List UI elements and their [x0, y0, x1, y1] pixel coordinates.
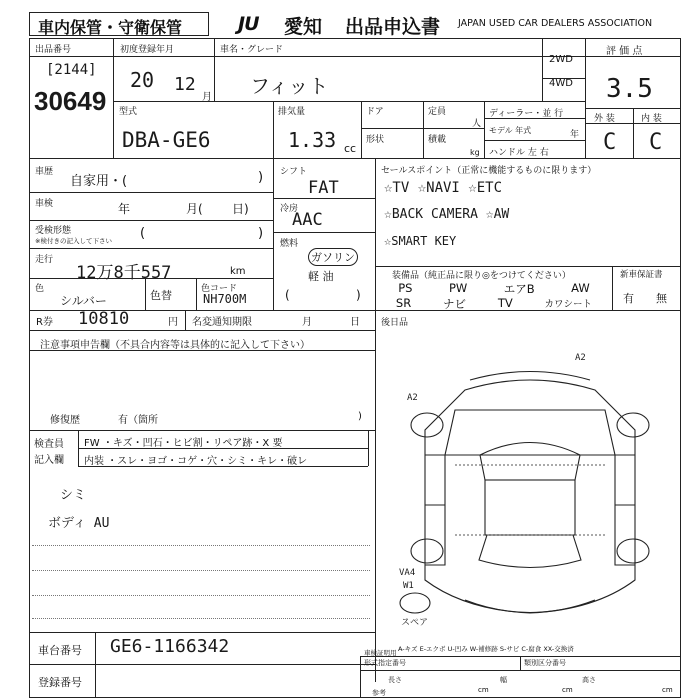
inspector-interior-row: 内装 ・スレ・ヨゴ・コゲ・穴・シミ・キレ・破レ: [84, 456, 308, 467]
rule: [29, 158, 681, 159]
color-change-label: 色替: [150, 289, 172, 302]
cert-label: 車検証明用: [364, 649, 397, 657]
shaken-label: 車検: [35, 199, 54, 209]
fuel-diesel: 軽 油: [308, 270, 334, 283]
drive-2wd: 2WD: [549, 54, 573, 65]
rule: [585, 38, 586, 158]
rule: [29, 220, 273, 221]
reg-year: 20: [130, 68, 155, 92]
shift-value: FAT: [308, 178, 339, 198]
r-ticket-unit: 円: [168, 317, 178, 328]
ruled-line: [32, 595, 370, 596]
history-value: 自家用・(: [70, 174, 128, 189]
inspector-label-1: 検査員: [34, 439, 64, 450]
rule: [375, 266, 681, 267]
mileage-value: 12万8千557: [76, 263, 172, 283]
rule: [585, 123, 681, 124]
diagram-note-front: A2: [575, 353, 586, 363]
sales-point-line-3: ☆SMART KEY: [384, 234, 457, 248]
equipment-label: 装備品（純正品に限り◎をつけてください）: [392, 271, 571, 281]
storage-title-box: [29, 12, 209, 36]
interior-label: 内 装: [641, 114, 662, 124]
rule: [145, 278, 146, 310]
displacement-value: 1.33: [288, 128, 337, 152]
color-code-label: 色コード: [201, 284, 238, 294]
rule: [612, 266, 613, 310]
rule: [423, 101, 424, 158]
rule: [520, 656, 521, 670]
ju-logo: [238, 13, 282, 35]
exterior-grade: C: [603, 130, 617, 155]
chassis-value: GE6-1166342: [110, 636, 230, 657]
ju-logo-text: JU: [238, 13, 259, 35]
rule: [633, 108, 634, 158]
warranty-no: 無: [656, 292, 667, 305]
handle-label: ハンドル 左 右: [489, 148, 549, 158]
displacement-unit: cc: [344, 142, 357, 155]
rule: [29, 56, 681, 57]
contract-label: 受検形態: [35, 226, 72, 236]
name-change-month: 月: [302, 317, 312, 328]
rule: [484, 101, 485, 158]
score-label: 評 価 点: [606, 46, 643, 57]
equipment-tv: TV: [497, 296, 513, 310]
diagram-note-left: A2: [407, 393, 418, 403]
rule: [375, 158, 376, 310]
rule: [29, 330, 375, 331]
warranty-label: 新車保証書: [620, 270, 663, 280]
mileage-label: 走行: [35, 255, 54, 265]
height-unit: cm: [662, 686, 673, 694]
shaken-day: 日): [232, 202, 249, 216]
history-close: ): [258, 170, 264, 185]
equipment-ps: PS: [398, 281, 413, 295]
inspector-remark-2: ボディ AU: [48, 516, 110, 531]
contract-open: (: [140, 226, 146, 241]
inspector-fw-row: FW ・キズ・凹石・ヒビ割・リペア跡・X 要: [84, 438, 283, 449]
model-year-label: モデル 年式: [489, 126, 532, 135]
rule: [273, 232, 375, 233]
ref-label-1: 参考: [372, 689, 386, 697]
fuel-label: 燃料: [280, 239, 299, 249]
rule: [368, 430, 369, 466]
rule: [273, 198, 375, 199]
reg-label: 初度登録年月: [120, 45, 175, 55]
fuel-gasoline: ガソリン: [308, 248, 358, 266]
rule: [78, 430, 79, 466]
contract-close: ): [258, 226, 264, 241]
rule: [273, 101, 274, 158]
width-label: 幅: [500, 676, 507, 684]
inspector-remark-1: シミ: [60, 488, 87, 503]
r-ticket-value: 10810: [78, 309, 130, 329]
capacity-unit: 人: [472, 119, 482, 129]
lot-number: 30649: [34, 86, 107, 116]
rule: [29, 632, 375, 633]
notes-label: 注意事項申告欄（不具合内容等は具体的に記入して下さい）: [40, 340, 310, 351]
chassis-label: 車台番号: [38, 644, 82, 657]
lot-label: 出品番号: [35, 45, 72, 55]
rule: [375, 310, 376, 682]
interior-grade: C: [649, 130, 663, 155]
exterior-label: 外 装: [594, 114, 615, 124]
contract-note: ※検付きの記入して下さい: [35, 237, 112, 245]
inspector-label-2: 記入欄: [34, 455, 64, 466]
width-unit: cm: [562, 686, 573, 694]
color-code-value: NH700M: [203, 292, 247, 306]
diagram-note-rear-2: W1: [403, 581, 414, 591]
equipment-leather: カワシート: [544, 299, 593, 310]
equipment-navi: ナビ: [443, 297, 467, 311]
displacement-label: 排気量: [278, 107, 306, 117]
rule: [196, 278, 197, 310]
score-value: 3.5: [606, 74, 653, 104]
door-label: ドア: [366, 107, 384, 117]
damage-legend: A-キズ E-エクボ U-凹み W-補修跡 S-サビ C-腐食 XX-交換済: [398, 645, 574, 653]
rule: [29, 278, 273, 279]
r-ticket-label: R券: [36, 317, 53, 328]
rule: [542, 38, 543, 101]
fuel-close: ): [356, 288, 361, 302]
diagram-note-rear-1: VA4: [399, 568, 416, 578]
fuel-open: (: [285, 288, 290, 302]
diagram-spare-label: スペア: [401, 618, 429, 628]
equipment-pw: PW: [448, 281, 468, 295]
equipment-row-1: [380, 281, 608, 297]
history-label: 車歴: [35, 167, 54, 177]
rule: [29, 248, 273, 249]
length-label: 長さ: [388, 676, 402, 684]
rule: [29, 430, 375, 431]
rule: [185, 310, 186, 330]
height-label: 高さ: [582, 676, 596, 684]
type-designation-label: 形式指定番号: [364, 659, 406, 667]
reg-month-unit: 月: [202, 92, 212, 103]
name-change-day: 日: [350, 317, 360, 328]
repair-history-value: 有（箇所: [118, 415, 158, 426]
shaken-month: 月(: [186, 202, 203, 216]
rule: [95, 632, 96, 698]
shaken-year: 年: [118, 202, 131, 216]
association-name: JAPAN USED CAR DEALERS ASSOCIATION: [458, 18, 653, 29]
rule: [29, 350, 375, 351]
color-label: 色: [35, 284, 45, 294]
shift-label: シフト: [280, 167, 308, 177]
form-title: 出品申込書: [345, 16, 441, 38]
rule: [113, 38, 114, 158]
equipment-airbag: エアB: [503, 282, 535, 296]
model-code-label: 型式: [119, 107, 138, 117]
rule: [214, 38, 215, 101]
sales-point-line-1: ☆TV ☆NAVI ☆ETC: [384, 180, 503, 196]
rule: [113, 101, 585, 102]
rule: [273, 158, 274, 310]
ruled-line: [32, 618, 370, 619]
rule: [361, 128, 484, 129]
cooling-value: AAC: [292, 210, 323, 230]
org-name: 愛知: [284, 16, 323, 38]
color-value: シルバー: [60, 294, 107, 308]
lot-sub: [2144]: [46, 62, 97, 78]
model-year-unit: 年: [570, 130, 580, 140]
rule: [360, 670, 681, 671]
load-unit: kg: [470, 148, 480, 157]
later-items-label: 後日品: [381, 318, 409, 328]
rule: [484, 140, 585, 141]
repair-history-close: ): [358, 411, 362, 422]
repair-history-label: 修復歴: [50, 415, 80, 426]
model-name-value: フィット: [250, 74, 329, 98]
name-change-label: 名変通知期限: [192, 317, 252, 328]
warranty-yes: 有: [623, 292, 634, 305]
dealer-label: ディーラー・並 行: [489, 109, 564, 119]
reg-month: 12: [174, 74, 196, 95]
drive-4wd: 4WD: [549, 78, 573, 89]
registration-label: 登録番号: [38, 676, 82, 689]
category-number-label: 類別区分番号: [524, 659, 566, 667]
capacity-label: 定員: [428, 107, 447, 117]
rule: [361, 101, 362, 158]
model-code-value: DBA-GE6: [122, 128, 211, 152]
ruled-line: [32, 545, 370, 546]
length-unit: cm: [478, 686, 489, 694]
car-damage-diagram: [385, 335, 675, 635]
shape-label: 形状: [366, 135, 385, 145]
rule: [29, 664, 375, 665]
cooling-label: 冷房: [280, 204, 299, 214]
rule: [29, 192, 273, 193]
load-label: 積載: [428, 135, 447, 145]
sales-points-label: セールスポイント（正常に機能するものに限ります）: [381, 166, 597, 176]
equipment-sr: SR: [395, 296, 412, 310]
sales-point-line-2: ☆BACK CAMERA ☆AW: [384, 207, 510, 222]
equipment-aw: AW: [571, 281, 590, 295]
ruled-line: [32, 570, 370, 571]
mileage-unit: km: [230, 266, 246, 277]
model-name-label: 車名・グレード: [220, 45, 284, 55]
storage-title: 車内保管・守衛保管: [38, 18, 183, 37]
